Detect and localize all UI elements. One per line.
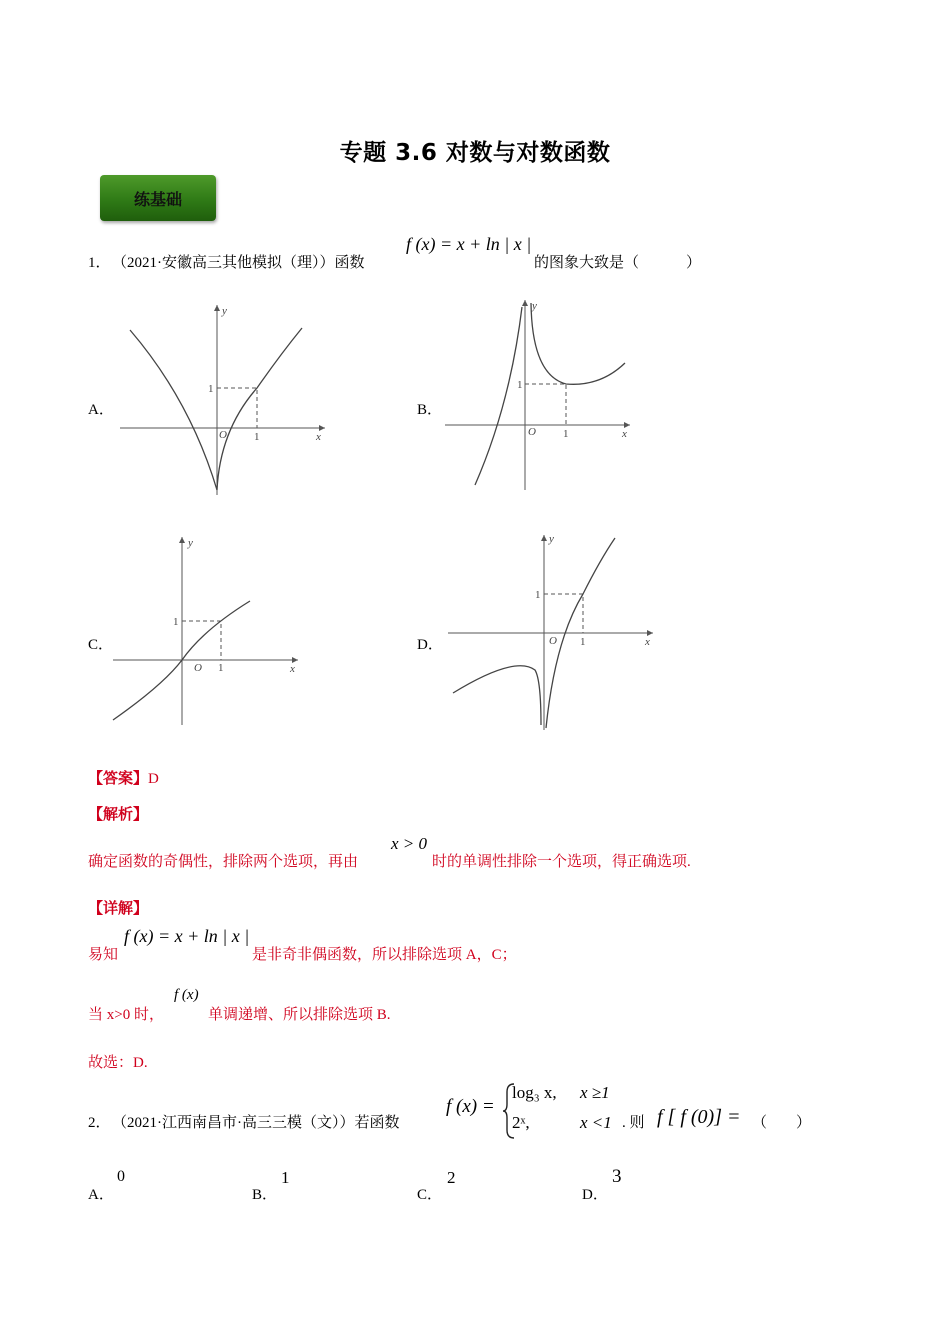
graph-b: [440, 295, 640, 495]
q1-close-paren: ）: [686, 255, 702, 271]
q1-option-d-label: D．: [417, 637, 443, 653]
q2-option-a-label: A．: [88, 1187, 114, 1203]
q2-case1-expr: log₃ x,: [512, 1083, 557, 1102]
q1-option-a-label: A．: [88, 402, 114, 418]
page-title: 专题 3.6 对数与对数函数: [339, 140, 611, 166]
q2-option-c-label: C．: [417, 1187, 443, 1203]
q2-option-a-value: 0: [117, 1168, 125, 1185]
q1-source: （2021·安徽高三其他模拟（理））函数: [112, 255, 365, 271]
graph-c-origin: O: [194, 662, 202, 674]
graph-b-x-label: x: [622, 428, 627, 440]
q2-paren-close: ）: [796, 1115, 812, 1131]
graph-c: [108, 525, 308, 730]
graph-a-tick-x: 1: [254, 431, 260, 443]
detail-label: 【详解】: [88, 901, 149, 917]
q1-number: 1．: [88, 255, 111, 271]
graph-c-y-label: y: [188, 537, 193, 549]
detail2-post: 单调递增、所以排除选项 B.: [208, 1007, 391, 1023]
graph-b-tick-y: 1: [517, 379, 523, 391]
q1-option-c-label: C．: [88, 637, 114, 653]
graph-a-x-label: x: [316, 431, 321, 443]
q2-case2-expr: 2ˣ,: [512, 1113, 530, 1132]
detail3: 故选：D.: [88, 1055, 148, 1071]
q2-fx: f (x) =: [446, 1096, 495, 1117]
analysis-condition: x > 0: [391, 834, 428, 853]
graph-c-x-label: x: [290, 663, 295, 675]
graph-c-tick-x: 1: [218, 662, 224, 674]
graph-a-origin: O: [219, 429, 227, 441]
answer-value: D: [148, 771, 159, 787]
q2-case2-cond: x <1: [580, 1113, 612, 1132]
graph-d-x-label: x: [645, 636, 650, 648]
q2-option-c-value: 2: [447, 1168, 456, 1187]
q1-formula: f (x) = x + ln | x |: [406, 234, 532, 254]
graph-a: [120, 300, 335, 500]
analysis-pre: 确定函数的奇偶性，排除两个选项，再由: [88, 854, 359, 870]
detail1-formula: f (x) = x + ln | x |: [124, 926, 250, 946]
q2-option-b-value: 1: [281, 1168, 290, 1187]
detail2-formula: f (x): [174, 987, 199, 1003]
q2-option-b-label: B．: [252, 1187, 278, 1203]
graph-c-tick-y: 1: [173, 616, 179, 628]
q2-number: 2．: [88, 1115, 111, 1131]
detail1-pre: 易知: [88, 947, 119, 963]
q2-query: f [ f (0)] =: [657, 1106, 741, 1128]
q2-option-d-label: D．: [582, 1187, 608, 1203]
graph-a-y-label: y: [222, 305, 227, 317]
graph-b-y-label: y: [532, 300, 537, 312]
graph-d-tick-x: 1: [580, 636, 586, 648]
analysis-post: 时的单调性排除一个选项，得正确选项.: [432, 854, 691, 870]
q1-option-b-label: B．: [417, 402, 443, 418]
graph-b-origin: O: [528, 426, 536, 438]
graph-d: [445, 530, 660, 735]
q2-then: . 则: [622, 1115, 645, 1131]
analysis-label: 【解析】: [88, 807, 149, 823]
graph-d-tick-y: 1: [535, 589, 541, 601]
detail2-pre: 当 x>0 时，: [88, 1007, 164, 1023]
q2-paren-open: （: [752, 1115, 768, 1131]
q2-source: （2021·江西南昌市·高三三模（文））若函数: [112, 1115, 400, 1131]
q2-option-d-value: 3: [612, 1166, 622, 1187]
graph-d-y-label: y: [549, 533, 554, 545]
graph-d-origin: O: [549, 635, 557, 647]
section-badge: 练基础: [100, 175, 216, 221]
detail1-post: 是非奇非偶函数，所以排除选项 A，C；: [252, 947, 517, 963]
answer-label: 【答案】: [88, 771, 149, 787]
graph-b-tick-x: 1: [563, 428, 569, 440]
q1-tail: 的图象大致是（: [534, 255, 640, 271]
graph-a-tick-y: 1: [208, 383, 214, 395]
q2-case1-cond: x ≥1: [580, 1083, 610, 1102]
